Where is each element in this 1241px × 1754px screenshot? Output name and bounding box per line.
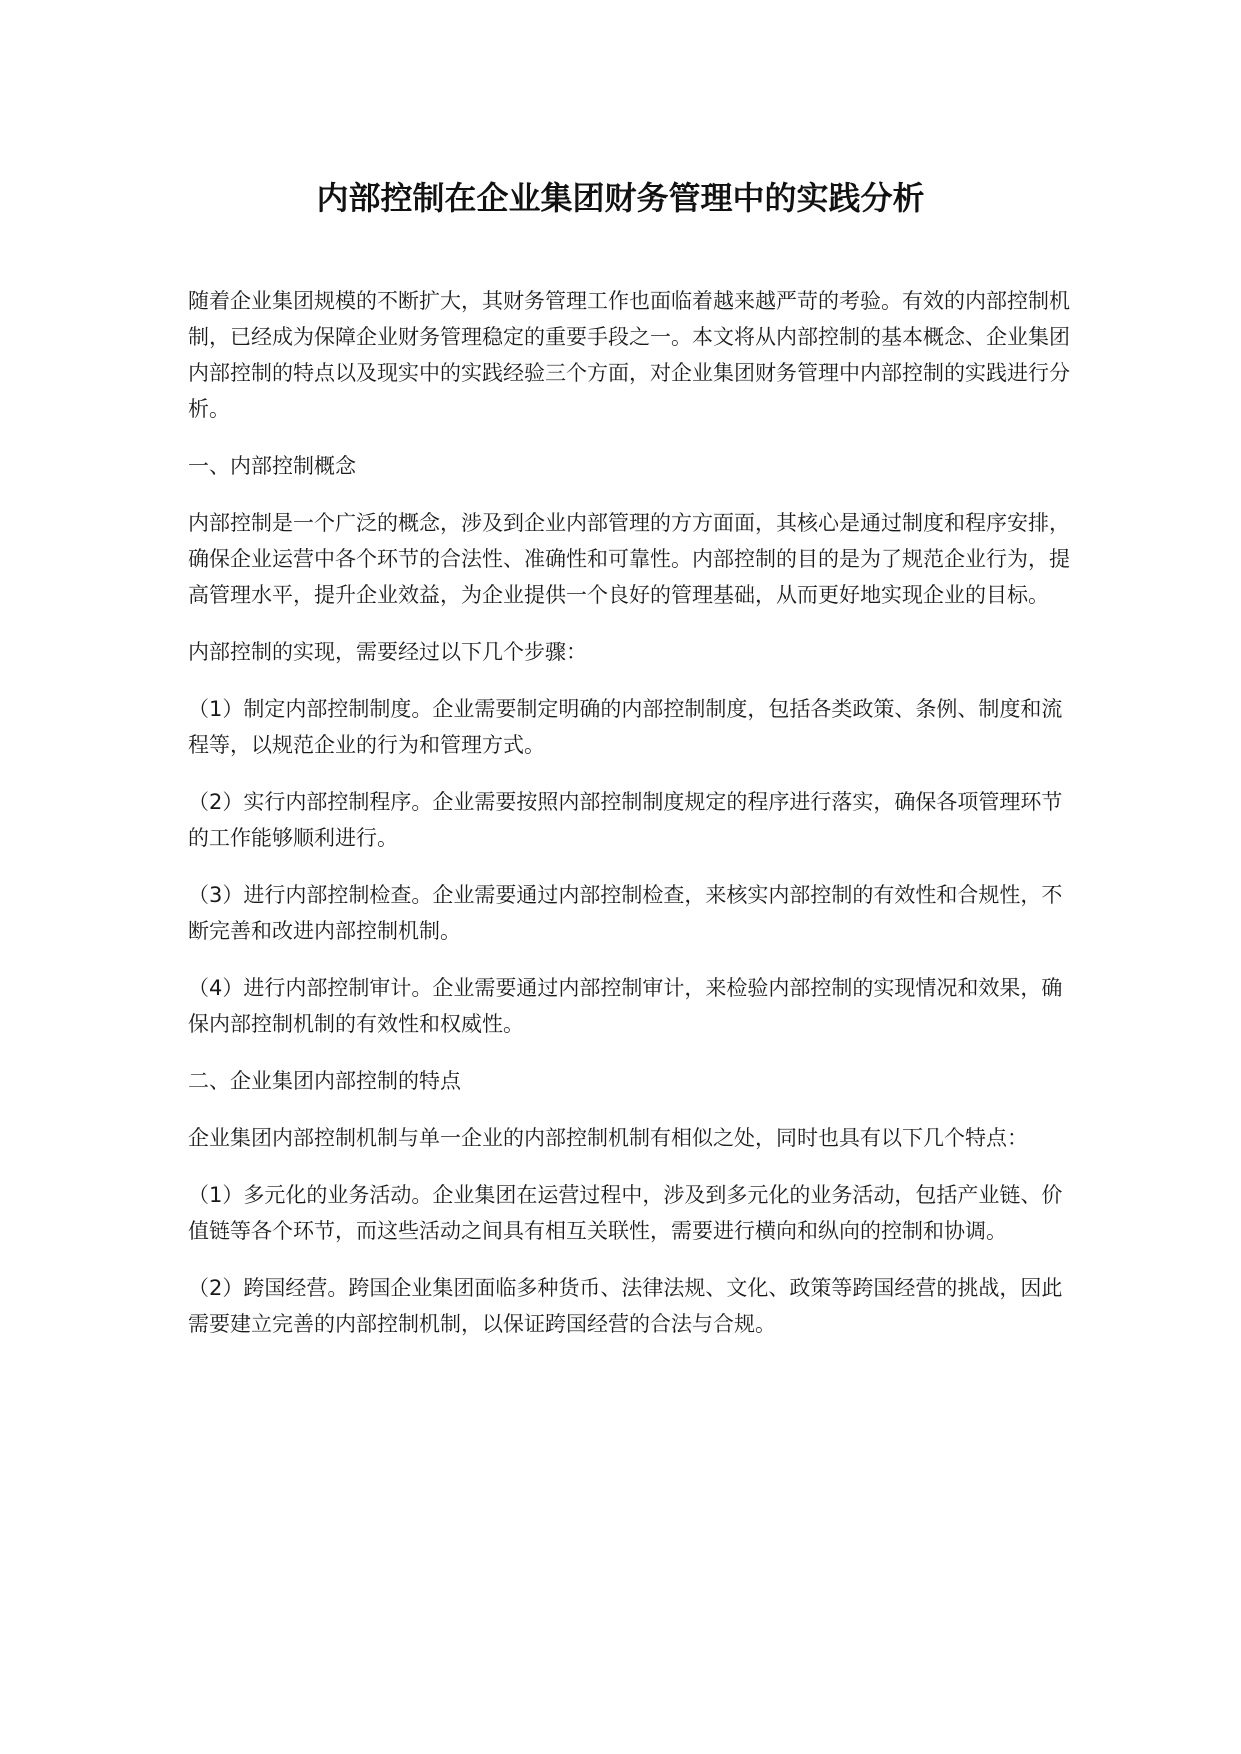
paragraph-definition: 内部控制是一个广泛的概念，涉及到企业内部管理的方方面面，其核心是通过制度和程序安排，确保企业运营中各个环节的合法性、准确性和可靠性。内部控制的目的是为了规范企业行为，提高管理水平，提升企业效益，为企业提供一个良好的管理基础，从而更好地实现企业的目标。 (188, 511, 1070, 607)
section-heading-2: 二、企业集团内部控制的特点 (188, 1069, 461, 1093)
step-item-2: （2）实行内部控制程序。企业需要按照内部控制制度规定的程序进行落实，确保各项管理环节的工作能够顺利进行。 (188, 790, 1063, 850)
document-title: 内部控制在企业集团财务管理中的实践分析 (316, 179, 925, 217)
step-item-3: （3）进行内部控制检查。企业需要通过内部控制检查，来核实内部控制的有效性和合规性，不断完善和改进内部控制机制。 (188, 883, 1063, 943)
paragraph-features-intro: 企业集团内部控制机制与单一企业的内部控制机制有相似之处，同时也具有以下几个特点： (188, 1126, 1028, 1150)
feature-item-2: （2）跨国经营。跨国企业集团面临多种货币、法律法规、文化、政策等跨国经营的挑战，因此需要建立完善的内部控制机制，以保证跨国经营的合法与合规。 (188, 1276, 1063, 1336)
section-heading-1: 一、内部控制概念 (188, 454, 356, 478)
paragraph-steps-intro: 内部控制的实现，需要经过以下几个步骤： (188, 640, 587, 664)
feature-item-1: （1）多元化的业务活动。企业集团在运营过程中，涉及到多元化的业务活动，包括产业链、价值链等各个环节，而这些活动之间具有相互关联性，需要进行横向和纵向的控制和协调。 (188, 1183, 1063, 1243)
intro-paragraph: 随着企业集团规模的不断扩大，其财务管理工作也面临着越来越严苛的考验。有效的内部控制机制，已经成为保障企业财务管理稳定的重要手段之一。本文将从内部控制的基本概念、企业集团内部控制的特点以及现实中的实践经验三个方面，对企业集团财务管理中内部控制的实践进行分析。 (188, 289, 1070, 421)
step-item-1: （1）制定内部控制制度。企业需要制定明确的内部控制制度，包括各类政策、条例、制度和流程等，以规范企业的行为和管理方式。 (188, 697, 1063, 757)
step-item-4: （4）进行内部控制审计。企业需要通过内部控制审计，来检验内部控制的实现情况和效果，确保内部控制机制的有效性和权威性。 (188, 976, 1063, 1036)
document-body (188, 283, 1078, 1363)
